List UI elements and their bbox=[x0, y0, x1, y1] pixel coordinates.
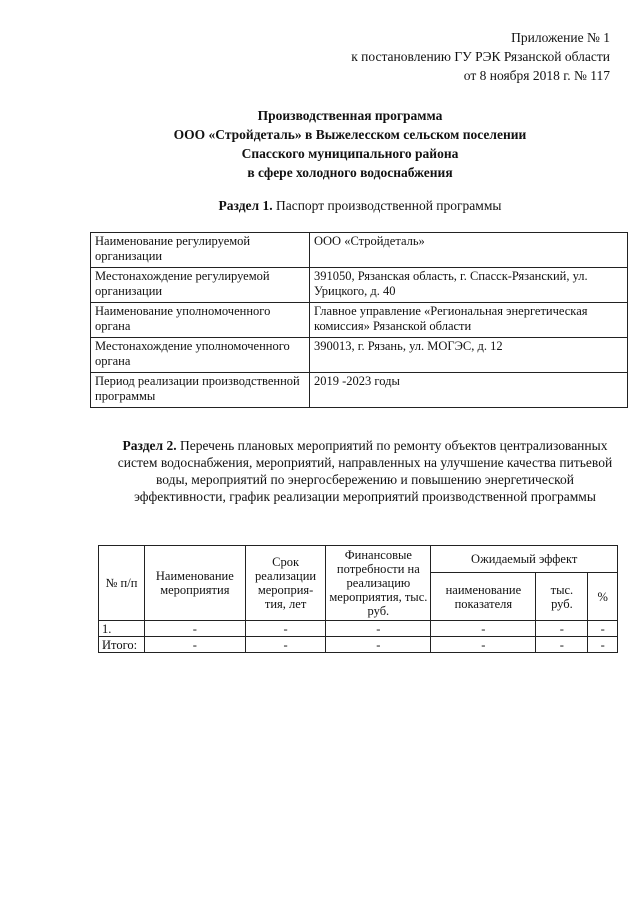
passport-value: 390013, г. Рязань, ул. МОГЭС, д. 12 bbox=[310, 338, 628, 373]
cell-name: - bbox=[144, 637, 245, 653]
appendix-header bbox=[351, 28, 610, 85]
passport-label: Наименование уполномоченного органа bbox=[91, 303, 310, 338]
plan-table bbox=[98, 545, 618, 653]
table-row bbox=[99, 637, 618, 653]
section-2-text: Перечень плановых мероприятий по ремонту объектов централизованных систем водоснабжения, мероприятий, направленных на улучшение качества питьевой воды, мероприятий по энергосбережению и повышению энергетической эффективности, график реализации мероприятий производственной программы bbox=[117, 438, 613, 504]
table-row bbox=[91, 338, 628, 373]
header-rub: тыс. руб. bbox=[536, 573, 588, 621]
section-1-text: Паспорт производственной программы bbox=[272, 198, 502, 213]
cell-finance: - bbox=[326, 621, 431, 637]
table-header-row bbox=[99, 546, 618, 573]
passport-value: 391050, Рязанская область, г. Спасск-Рязанский, ул. Урицкого, д. 40 bbox=[310, 268, 628, 303]
passport-value: Главное управление «Региональная энергетическая комиссия» Рязанской области bbox=[310, 303, 628, 338]
table-row bbox=[91, 373, 628, 408]
header-name: Наименование мероприятия bbox=[144, 546, 245, 621]
table-row bbox=[91, 303, 628, 338]
passport-table bbox=[90, 232, 628, 408]
cell-num: Итого: bbox=[99, 637, 145, 653]
passport-label: Местонахождение уполномоченного органа bbox=[91, 338, 310, 373]
appendix-line-2: к постановлению ГУ РЭК Рязанской области bbox=[351, 49, 610, 64]
table-row bbox=[99, 621, 618, 637]
title-line-1: Производственная программа bbox=[257, 108, 443, 123]
title-line-2: ООО «Стройдеталь» в Выжелесском сельском поселении bbox=[173, 127, 527, 142]
document-title bbox=[0, 106, 640, 182]
section-1-heading bbox=[0, 198, 640, 214]
section-2-heading bbox=[110, 437, 620, 505]
cell-percent: - bbox=[588, 637, 618, 653]
cell-rub: - bbox=[536, 621, 588, 637]
passport-value: 2019 -2023 годы bbox=[310, 373, 628, 408]
header-term: Срок реализации мероприя-тия, лет bbox=[245, 546, 326, 621]
header-num: № п/п bbox=[99, 546, 145, 621]
cell-indicator: - bbox=[431, 621, 536, 637]
cell-percent: - bbox=[588, 621, 618, 637]
cell-rub: - bbox=[536, 637, 588, 653]
appendix-line-1: Приложение № 1 bbox=[511, 30, 610, 45]
cell-name: - bbox=[144, 621, 245, 637]
title-line-4: в сфере холодного водоснабжения bbox=[247, 165, 453, 180]
section-2-label: Раздел 2. bbox=[122, 438, 177, 453]
passport-label: Период реализации производственной программы bbox=[91, 373, 310, 408]
passport-label: Наименование регулируемой организации bbox=[91, 233, 310, 268]
cell-term: - bbox=[245, 637, 326, 653]
header-effect: Ожидаемый эффект bbox=[431, 546, 618, 573]
table-row bbox=[91, 233, 628, 268]
section-1-label: Раздел 1. bbox=[218, 198, 273, 213]
appendix-line-3: от 8 ноября 2018 г. № 117 bbox=[463, 68, 610, 83]
cell-num: 1. bbox=[99, 621, 145, 637]
title-line-3: Спасского муниципального района bbox=[241, 146, 459, 161]
header-indicator: наименование показателя bbox=[431, 573, 536, 621]
table-row bbox=[91, 268, 628, 303]
cell-finance: - bbox=[326, 637, 431, 653]
passport-label: Местонахождение регулируемой организации bbox=[91, 268, 310, 303]
cell-indicator: - bbox=[431, 637, 536, 653]
header-finance: Финансовые потребности на реализацию мероприятия, тыс. руб. bbox=[326, 546, 431, 621]
header-percent: % bbox=[588, 573, 618, 621]
cell-term: - bbox=[245, 621, 326, 637]
passport-value: ООО «Стройдеталь» bbox=[310, 233, 628, 268]
